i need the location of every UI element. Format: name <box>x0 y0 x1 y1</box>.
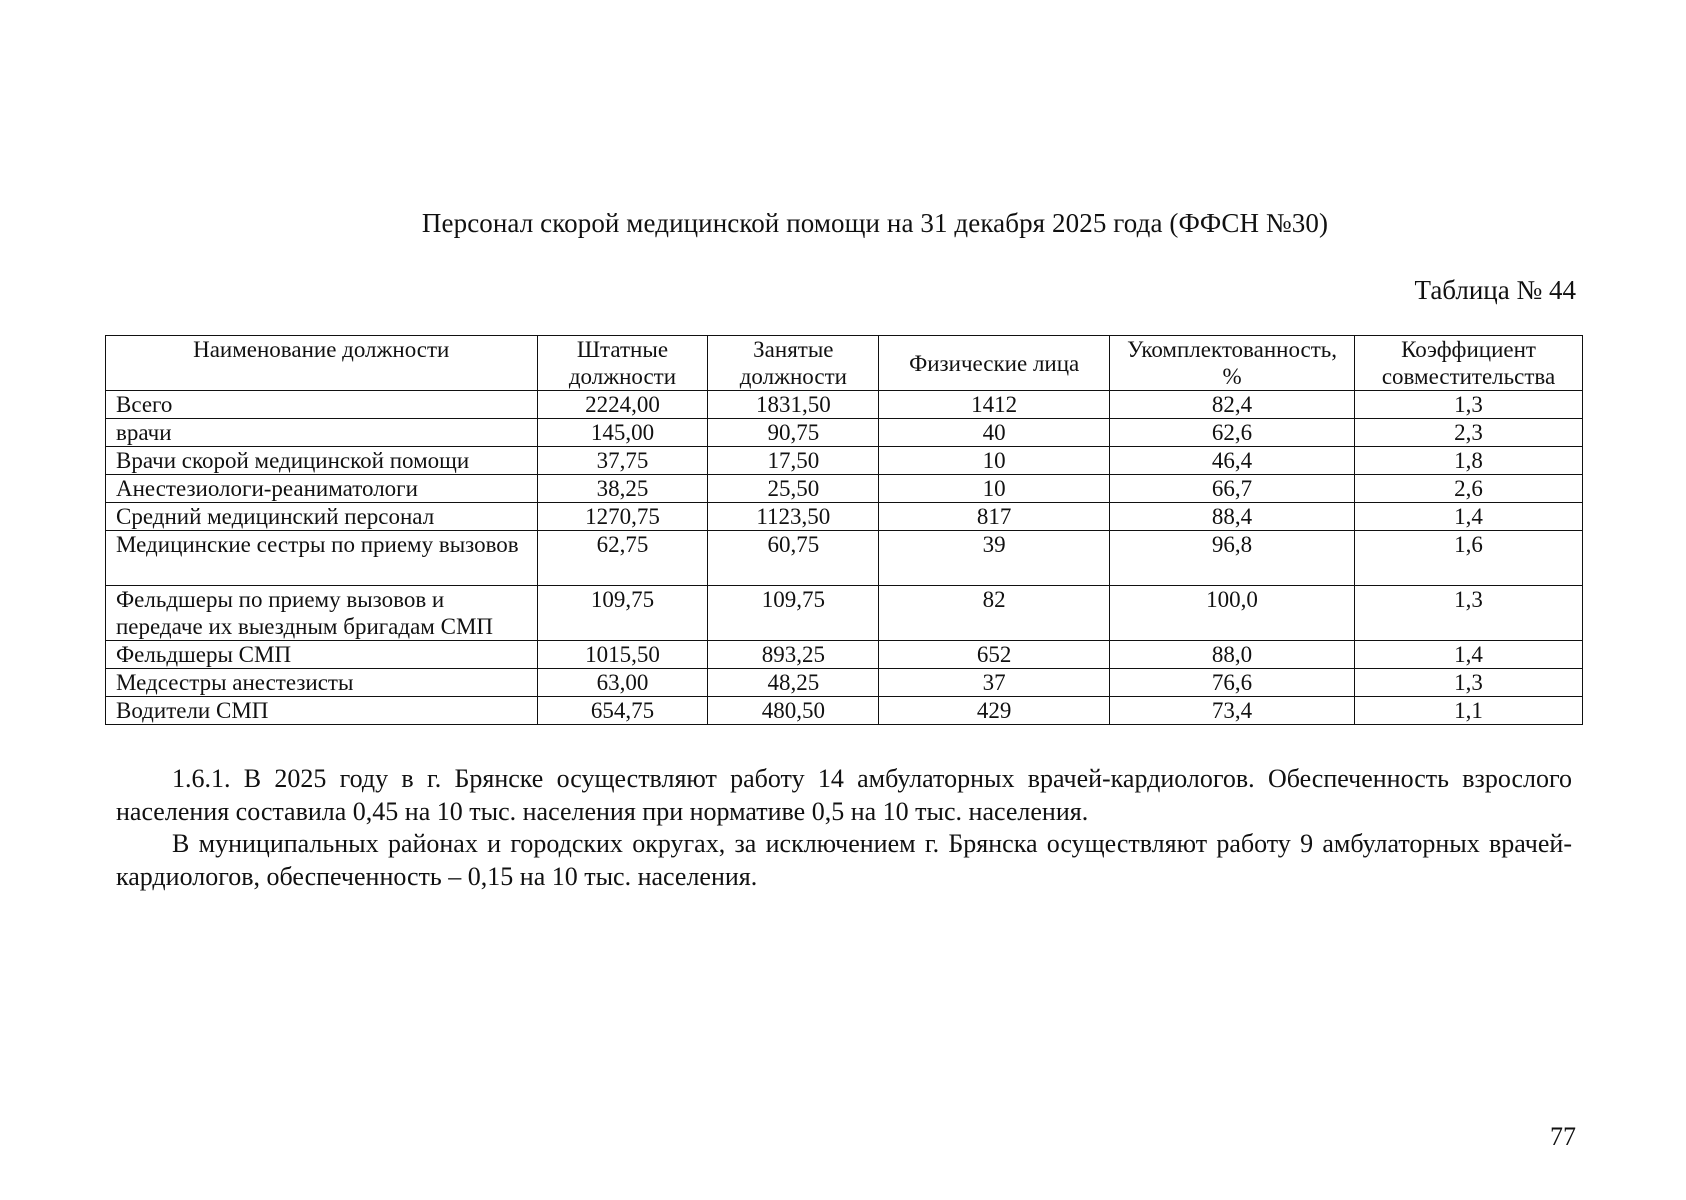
value-cell: 62,75 <box>537 531 708 586</box>
value-cell: 82 <box>879 586 1110 641</box>
value-cell: 109,75 <box>537 586 708 641</box>
position-name-cell: Всего <box>106 391 538 419</box>
table-row <box>106 586 1583 641</box>
value-cell: 88,0 <box>1110 641 1355 669</box>
value-cell: 817 <box>879 503 1110 531</box>
value-cell: 82,4 <box>1110 391 1355 419</box>
value-cell: 1123,50 <box>708 503 879 531</box>
value-cell: 66,7 <box>1110 475 1355 503</box>
table-row <box>106 697 1583 725</box>
value-cell: 76,6 <box>1110 669 1355 697</box>
table-row <box>106 419 1583 447</box>
header-individuals: Физические лица <box>879 336 1110 391</box>
value-cell: 63,00 <box>537 669 708 697</box>
table-row <box>106 475 1583 503</box>
value-cell: 10 <box>879 447 1110 475</box>
value-cell: 654,75 <box>537 697 708 725</box>
staff-table <box>105 335 1583 725</box>
position-name-cell: Врачи скорой медицинской помощи <box>106 447 538 475</box>
page-title: Персонал скорой медицинской помощи на 31 декабря 2025 года (ФФСН №30) <box>421 208 1329 238</box>
table-row <box>106 641 1583 669</box>
value-cell: 1,4 <box>1355 641 1583 669</box>
header-position: Наименование должности <box>106 336 538 391</box>
position-name-cell: Средний медицинский персонал <box>106 503 538 531</box>
value-cell: 39 <box>879 531 1110 586</box>
table-row <box>106 669 1583 697</box>
position-name-cell: Фельдшеры СМП <box>106 641 538 669</box>
value-cell: 48,25 <box>708 669 879 697</box>
table-body <box>106 391 1583 725</box>
value-cell: 109,75 <box>708 586 879 641</box>
value-cell: 100,0 <box>1110 586 1355 641</box>
paragraph-text: 1.6.1. В 2025 году в г. Брянске осуществляют работу 14 амбулаторных врачей-кардиологов. Обеспеченность взрослого населения составила 0,45 на 10 тыс. населения при нормативе 0,5 на 10 тыс. населения. <box>116 764 1572 826</box>
table-header-row <box>106 336 1583 391</box>
value-cell: 1,1 <box>1355 697 1583 725</box>
position-name-cell: Медсестры анестезисты <box>106 669 538 697</box>
paragraph-cardiologists-districts <box>116 827 1572 893</box>
value-cell: 893,25 <box>708 641 879 669</box>
value-cell: 2224,00 <box>537 391 708 419</box>
header-occupied-positions: Занятые должности <box>708 336 879 391</box>
value-cell: 1,3 <box>1355 586 1583 641</box>
value-cell: 1,6 <box>1355 531 1583 586</box>
value-cell: 62,6 <box>1110 419 1355 447</box>
value-cell: 1,3 <box>1355 669 1583 697</box>
value-cell: 1,3 <box>1355 391 1583 419</box>
value-cell: 88,4 <box>1110 503 1355 531</box>
value-cell: 73,4 <box>1110 697 1355 725</box>
position-name-cell: Водители СМП <box>106 697 538 725</box>
value-cell: 2,3 <box>1355 419 1583 447</box>
value-cell: 429 <box>879 697 1110 725</box>
value-cell: 46,4 <box>1110 447 1355 475</box>
position-name-cell: Медицинские сестры по приему вызовов <box>106 531 538 586</box>
value-cell: 1270,75 <box>537 503 708 531</box>
value-cell: 2,6 <box>1355 475 1583 503</box>
position-name-cell: Анестезиологи-реаниматологи <box>106 475 538 503</box>
position-name-cell: врачи <box>106 419 538 447</box>
value-cell: 1831,50 <box>708 391 879 419</box>
value-cell: 1,8 <box>1355 447 1583 475</box>
value-cell: 37 <box>879 669 1110 697</box>
header-part-time-ratio: Коэффициент совместительства <box>1355 336 1583 391</box>
paragraph-cardiologists-bryansk <box>116 762 1572 828</box>
value-cell: 60,75 <box>708 531 879 586</box>
header-staffing-percent: Укомплектованность, % <box>1110 336 1355 391</box>
value-cell: 25,50 <box>708 475 879 503</box>
value-cell: 10 <box>879 475 1110 503</box>
value-cell: 480,50 <box>708 697 879 725</box>
paragraph-text: В муниципальных районах и городских округах, за исключением г. Брянска осуществляют работу 9 амбулаторных врачей-кардиологов, обеспеченность – 0,15 на 10 тыс. населения. <box>116 829 1572 891</box>
value-cell: 1412 <box>879 391 1110 419</box>
value-cell: 37,75 <box>537 447 708 475</box>
page-number: 77 <box>1550 1122 1576 1151</box>
value-cell: 1,4 <box>1355 503 1583 531</box>
value-cell: 38,25 <box>537 475 708 503</box>
value-cell: 1015,50 <box>537 641 708 669</box>
value-cell: 145,00 <box>537 419 708 447</box>
value-cell: 652 <box>879 641 1110 669</box>
table-row <box>106 447 1583 475</box>
position-name-cell: Фельдшеры по приему вызовов и передаче их выездным бригадам СМП <box>106 586 538 641</box>
value-cell: 40 <box>879 419 1110 447</box>
table-row <box>106 531 1583 586</box>
value-cell: 96,8 <box>1110 531 1355 586</box>
value-cell: 90,75 <box>708 419 879 447</box>
table-row <box>106 391 1583 419</box>
table-label: Таблица № 44 <box>1414 275 1576 305</box>
value-cell: 17,50 <box>708 447 879 475</box>
table-row <box>106 503 1583 531</box>
header-staff-positions: Штатные должности <box>537 336 708 391</box>
